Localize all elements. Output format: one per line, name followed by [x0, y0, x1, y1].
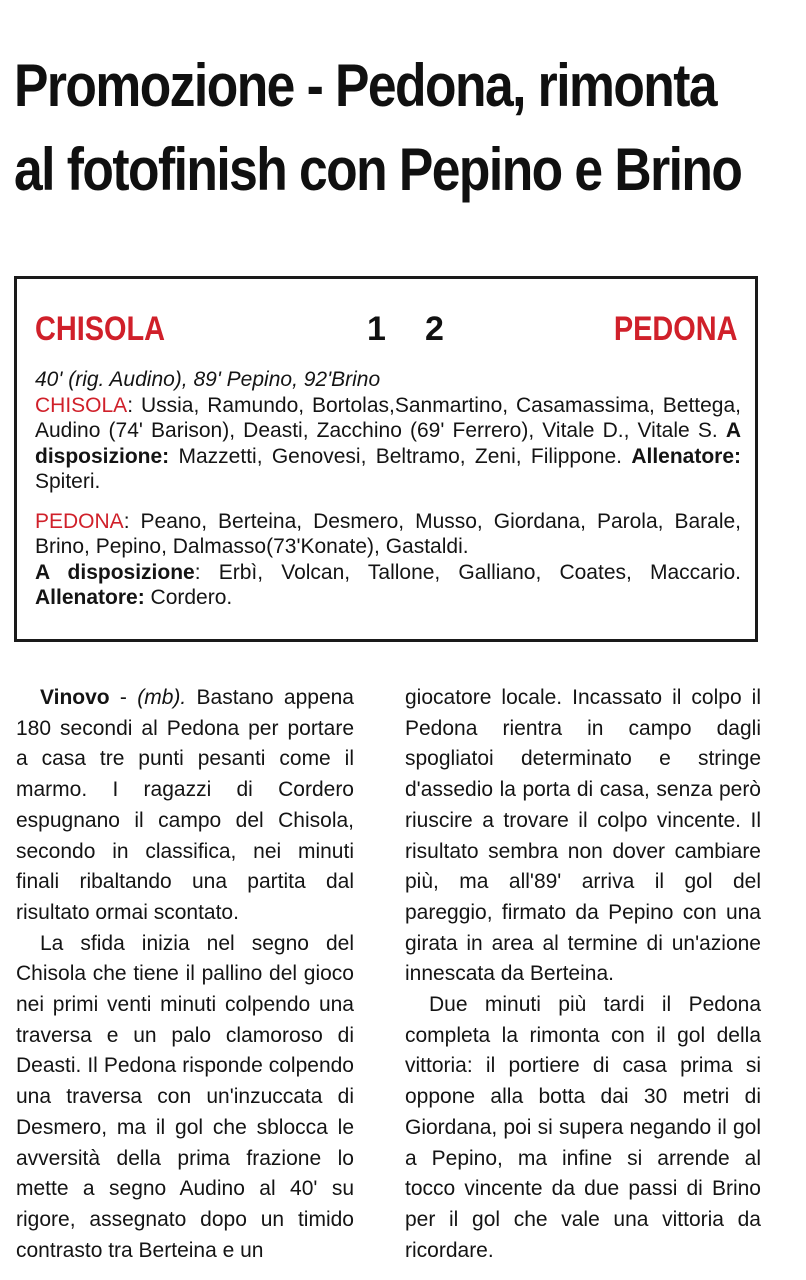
- away-team: PEDONA: [613, 310, 737, 348]
- article-paragraph-2: La sfida inizia nel segno del Chisola che tiene il pallino del gioco nei primi venti minuti colpendo una traversa e un palo clamoroso di Deasti. Il Pedona risponde colpendo una traversa con un'inzuccata di Desmero, ma il gol che sblocca le avversità della prima frazione lo mette a segno Audino al 40' su rigore, assegnato dopo un timido contrasto tra Berteina e un: [16, 931, 354, 1262]
- home-team: CHISOLA: [35, 310, 166, 348]
- score-row: [35, 307, 737, 351]
- home-coach: Spiteri.: [35, 470, 101, 493]
- article-place: Vinovo: [40, 686, 110, 709]
- away-coach: Cordero.: [144, 586, 233, 609]
- match-box: [14, 276, 758, 642]
- article-dash: -: [109, 686, 138, 709]
- headline-line-2: al fotofinish con Pepino e Brino: [14, 136, 742, 203]
- article-p1-text: Bastano appena 180 secondi al Pedona per portare a casa tre punti pesanti come il marmo. I ragazzi di Cordero espugnano il campo del Chisola, secondo in classifica, nei minuti finali ribaltando una partita dal risultato ormai scontato.: [16, 686, 354, 924]
- headline: [14, 44, 742, 212]
- home-score: 1: [367, 310, 386, 348]
- lineups: [35, 367, 741, 611]
- home-lineup: [35, 393, 741, 495]
- scorers: 40' (rig. Audino), 89' Pepino, 92'Brino: [35, 368, 381, 391]
- away-players: : Peano, Berteina, Desmero, Musso, Giordana, Parola, Barale, Brino, Pepino, Dalmasso(73'Konate), Gastaldi.: [35, 509, 741, 558]
- away-bench-label: A disposizione: [35, 560, 195, 584]
- away-lineup-label: PEDONA: [35, 509, 124, 533]
- home-players: : Ussia, Ramundo, Bortolas,Sanmartino, Casamassima, Bettega, Audino (74' Barison), Deasti, Zacchino (69' Ferrero), Vitale D., Vitale S.: [35, 393, 741, 442]
- article-column-right: [405, 683, 761, 1266]
- home-coach-label: Allenatore:: [631, 444, 741, 468]
- article-author: (mb).: [137, 686, 187, 709]
- article-paragraph-1: [16, 683, 354, 929]
- headline-line-1: Promozione - Pedona, rimonta: [14, 52, 717, 119]
- article-column-left: [16, 683, 354, 1266]
- article-paragraph-2-continued: giocatore locale. Incassato il colpo il Pedona rientra in campo dagli spogliatoi determinato e stringe d'assedio la porta di casa, senza però riuscire a trovare il colpo vincente. Il risultato sembra non dover cambiare più, ma all'89' arriva il gol del pareggio, firmato da Pepino con una girata in area al termine di un'azione innescata da Berteina.: [405, 686, 761, 986]
- away-lineup: [35, 509, 741, 560]
- away-coach-label: Allenatore:: [35, 586, 145, 609]
- home-lineup-label: CHISOLA: [35, 393, 128, 417]
- lineup-spacer: [35, 495, 741, 509]
- article-paragraph-3: Due minuti più tardi il Pedona completa la rimonta con il gol della vittoria: il portiere di casa prima si oppone alla botta dai 30 metri di Giordana, poi si supera negando il gol a Pepino, ma infine si arrende al tocco vincente da due passi di Brino per il gol che vale una vittoria da ricordare.: [405, 993, 761, 1262]
- away-bench: : Erbì, Volcan, Tallone, Galliano, Coates, Maccario.: [194, 560, 742, 584]
- away-score: 2: [425, 310, 444, 348]
- home-bench-label: A disposizione:: [35, 419, 741, 468]
- home-bench: Mazzetti, Genovesi, Beltramo, Zeni, Filippone.: [169, 444, 622, 468]
- away-bench-line: [35, 560, 741, 611]
